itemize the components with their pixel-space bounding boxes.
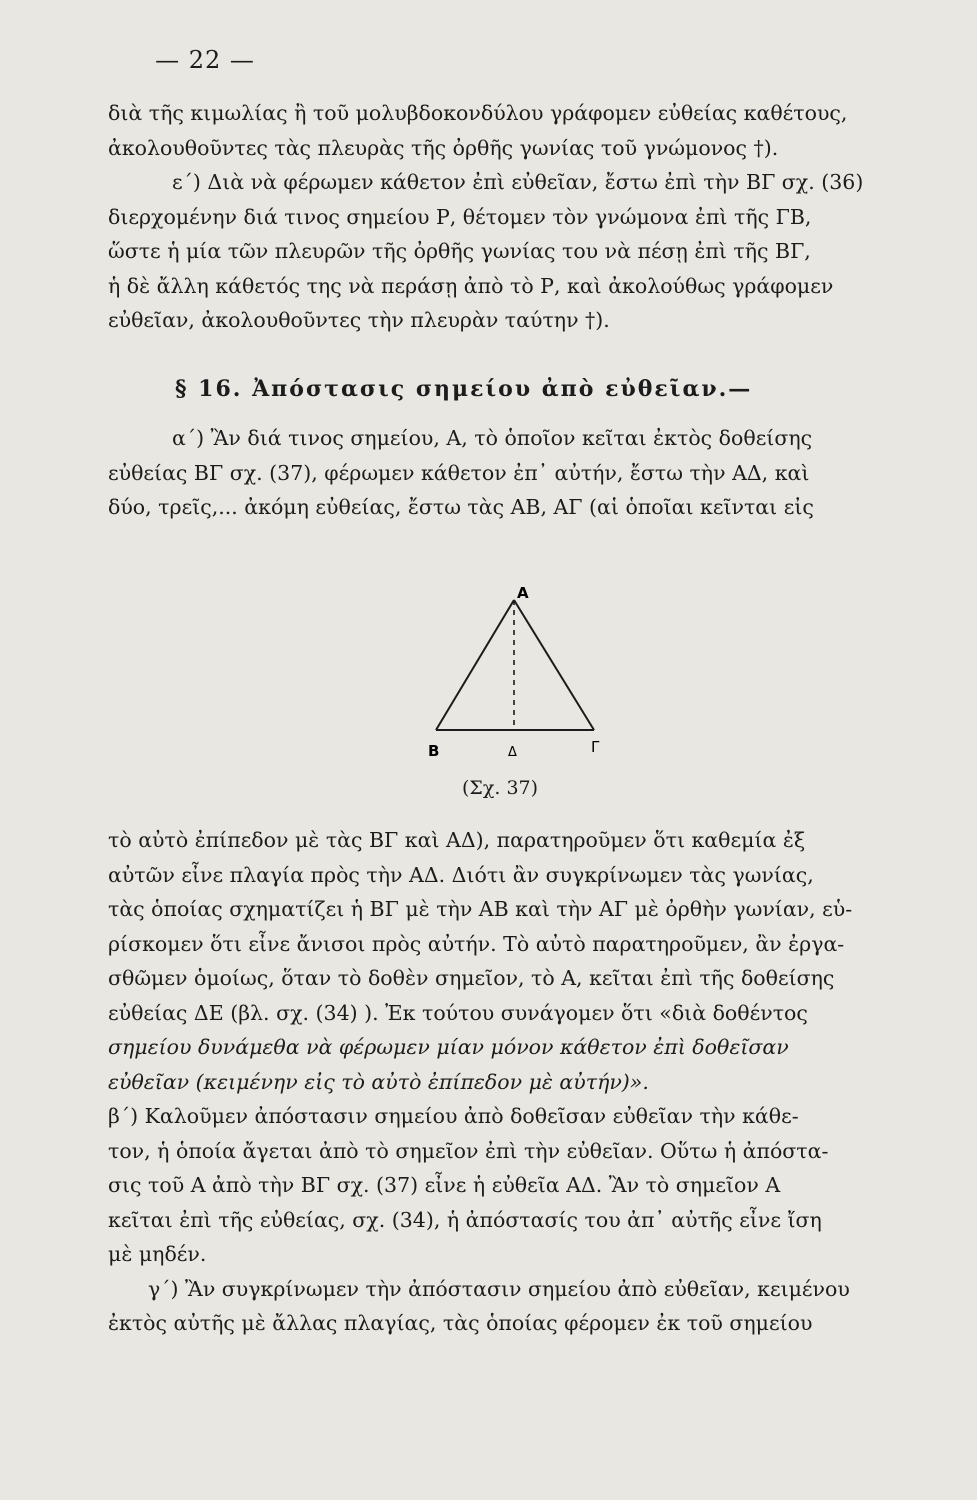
text-line: ἀκολουθοῦντες τὰς πλευρὰς τῆς ὀρθῆς γωνίας τοῦ γνώμονος †). [108, 135, 779, 160]
page-number: — 22 — [155, 46, 255, 74]
figure-caption: (Σχ. 37) [462, 777, 539, 799]
text-line: γ΄) Ἂν συγκρίνωμεν τὴν ἀπόστασιν σημείου ἀπὸ εὐθεῖαν, κειμένου [148, 1276, 850, 1301]
text-line: ε΄) Διὰ νὰ φέρωμεν κάθετον ἐπὶ εὐθεῖαν, ἔστω ἐπὶ τὴν ΒΓ σχ. (36) [172, 170, 864, 194]
text-line: τον, ἡ ὁποία ἄγεται ἀπὸ τὸ σημεῖον ἐπὶ τὴν εὐθεῖαν. Οὕτω ἡ ἀπόστα- [108, 1138, 829, 1163]
label-right: Γ [591, 738, 600, 756]
text-line: τὰς ὁποίας σχηματίζει ἡ ΒΓ μὲ τὴν ΑΒ καὶ τὴν ΑΓ μὲ ὀρθὴν γωνίαν, εὑ- [108, 897, 853, 921]
text-line: εὐθείας ΒΓ σχ. (37), φέρωμεν κάθετον ἐπ᾽ αὐτήν, ἔστω τὴν ΑΔ, καὶ [108, 460, 810, 485]
text-line: α΄) Ἂν διά τινος σημείου, Α, τὸ ὁποῖον κεῖται ἐκτὸς δοθείσης [172, 426, 813, 450]
text-line: εὐθείας ΔΕ (βλ. σχ. (34) ). Ἐκ τούτου συνάγομεν ὅτι «διὰ δοθέντος [108, 1000, 808, 1025]
section-heading: § 16. Ἀπόστασις σημείου ἀπὸ εὐθεῖαν.— [175, 376, 753, 402]
text-line: σις τοῦ Α ἀπὸ τὴν ΒΓ σχ. (37) εἶνε ἡ εὐθεῖα ΑΔ. Ἂν τὸ σημεῖον Α [108, 1173, 781, 1197]
text-line: β΄) Καλοῦμεν ἀπόστασιν σημείου ἀπὸ δοθεῖσαν εὐθεῖαν τὴν κάθε- [108, 1104, 799, 1128]
text-line: αὐτῶν εἶνε πλαγία πρὸς τὴν ΑΔ. Διότι ἂν συγκρίνωμεν τὰς γωνίας, [108, 862, 814, 887]
text-line: τὸ αὐτὸ ἐπίπεδον μὲ τὰς ΒΓ καὶ ΑΔ), παρατηροῦμεν ὅτι καθεμία ἐξ [108, 828, 806, 852]
top-paragraphs [108, 96, 908, 338]
text-line: εὐθεῖαν, ἀκολουθοῦντες τὴν πλευρὰν ταύτην †). [108, 308, 610, 332]
text-line: σθῶμεν ὁμοίως, ὅταν τὸ δοθὲν σημεῖον, τὸ Α, κεῖται ἐπὶ τῆς δοθείσης [108, 966, 835, 990]
text-line: κεῖται ἐπὶ τῆς εὐθείας, σχ. (34), ἡ ἀπόστασίς του ἀπ᾽ αὐτῆς εἶνε ἴση [108, 1207, 822, 1232]
text-line: δύο, τρεῖς,... ἀκόμη εὐθείας, ἔστω τὰς ΑΒ, ΑΓ (αἱ ὁποῖαι κεῖνται εἰς [108, 495, 814, 519]
label-apex: Α [517, 584, 529, 602]
text-line: ἐκτὸς αὐτῆς μὲ ἄλλας πλαγίας, τὰς ὁποίας φέρομεν ἐκ τοῦ σημείου [108, 1311, 813, 1335]
text-line: σημείου δυνάμεθα νὰ φέρωμεν μίαν μόνον κάθετον ἐπὶ δοθεῖσαν [108, 1035, 789, 1059]
text-line: ρίσκομεν ὅτι εἶνε ἄνισοι πρὸς αὐτήν. Τὸ αὐτὸ παρατηροῦμεν, ἂν ἐργα- [108, 931, 845, 956]
text-line: διὰ τῆς κιμωλίας ἢ τοῦ μολυβδοκονδύλου γράφομεν εὐθείας καθέτους, [108, 101, 848, 125]
after-figure-paragraphs [108, 823, 908, 1341]
label-foot: Δ [508, 745, 517, 760]
text-line: διερχομένην διά τινος σημείου Ρ, θέτομεν τὸν γνώμονα ἐπὶ τῆς ΓΒ, [108, 204, 812, 229]
side-ag [514, 600, 594, 730]
alpha-paragraph [108, 421, 908, 525]
text-line: ὥστε ἡ μία τῶν πλευρῶν τῆς ὀρθῆς γωνίας του νὰ πέσῃ ἐπὶ τῆς ΒΓ, [108, 239, 811, 263]
triangle-figure [418, 578, 608, 768]
text-line: ἡ δὲ ἄλλη κάθετός της νὰ περάσῃ ἀπὸ τὸ Ρ, καὶ ἀκολούθως γράφομεν [108, 273, 834, 298]
text-line: εὐθεῖαν (κειμένην εἰς τὸ αὐτὸ ἐπίπεδον μὲ αὐτήν)». [108, 1069, 649, 1094]
text-line: μὲ μηδέν. [108, 1242, 207, 1266]
label-left: Β [428, 742, 440, 760]
side-ab [436, 600, 514, 730]
